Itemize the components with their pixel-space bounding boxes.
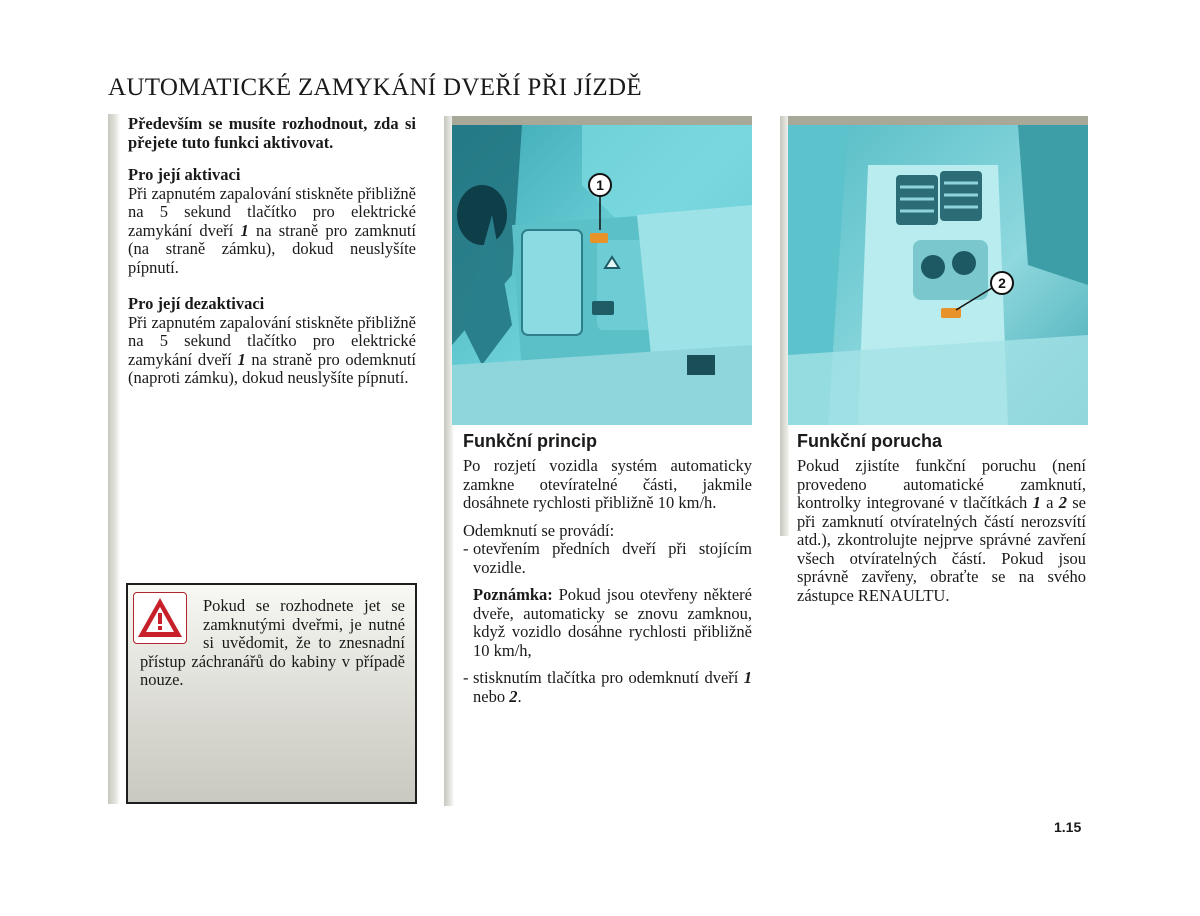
callout-label-2: 2 bbox=[998, 275, 1006, 291]
left-column bbox=[128, 115, 416, 388]
list-item: - otevřením předních dveří při stojícím vozidle. bbox=[463, 539, 752, 577]
principle-text: Po rozjetí vozidla systém automaticky zamkne otevíratelné části, jakmile dosáhnete rychlosti přibližně 10 km/h. bbox=[463, 456, 752, 512]
note-text: Poznámka: Pokud jsou otevřeny některé dveře, automaticky se znovu zamknou, když vozidlo dosáhne rychlosti přibližně 10 km/h, bbox=[473, 585, 752, 660]
deactivation-heading: Pro její dezaktivaci bbox=[128, 294, 265, 313]
photo-frame-top bbox=[452, 116, 752, 125]
page-number: 1.15 bbox=[1054, 819, 1082, 835]
photo-frame-top bbox=[788, 116, 1088, 125]
callout-label-1: 1 bbox=[596, 177, 604, 193]
middle-column bbox=[463, 430, 752, 706]
section-heading-principle: Funkční princip bbox=[463, 431, 598, 451]
warning-box bbox=[126, 583, 417, 804]
list-item: - stisknutím tlačítka pro odemknutí dveří 1 nebo 2. bbox=[463, 668, 752, 706]
activation-heading: Pro její aktivaci bbox=[128, 165, 241, 184]
page-title: AUTOMATICKÉ ZAMYKÁNÍ DVEŘÍ PŘI JÍZDĚ bbox=[108, 74, 642, 101]
right-column bbox=[797, 430, 1086, 605]
section-heading-malfunction: Funkční porucha bbox=[797, 431, 943, 451]
column-shade-left bbox=[108, 114, 120, 804]
intro-text: Především se musíte rozhodnout, zda si přejete tuto funkci aktivovat. bbox=[128, 114, 416, 152]
activation-text: Při zapnutém zapalování stiskněte přibližně na 5 sekund tlačítko pro elektrické zamykání dveří 1 na straně pro zamknutí (na straně zámku), dokud neuslyšíte pípnutí. bbox=[128, 183, 416, 277]
console-lock-button-photo bbox=[452, 125, 752, 425]
malfunction-text: Pokud zjistíte funkční poruchu (není provedeno automatické zamknutí, kontrolky integrované v tlačítkách 1 a 2 se při zamknutí otvíratelných částí nerozsvítí atd.), zkontrolujte nejprve správné zavření všech otvíratelných částí. Pokud jsou správně zavřeny, obraťte se na svého zástupce RENAULTU. bbox=[797, 456, 1086, 605]
rear-console-lock-button-photo bbox=[788, 125, 1088, 425]
unlock-intro: Odemknutí se provádí: bbox=[463, 520, 615, 540]
deactivation-text: Při zapnutém zapalování stiskněte přibližně na 5 sekund tlačítko pro elektrické zamykání dveří 1 na straně pro odemknutí (naproti zámku), dokud neuslyšíte pípnutí. bbox=[128, 312, 416, 387]
warning-text: Pokud se rozhodnete jet se zamknutými dveřmi, je nutné si uvědomit, že to znesnadní přístup záchranářů do kabiny v případě nouze. bbox=[140, 596, 405, 689]
